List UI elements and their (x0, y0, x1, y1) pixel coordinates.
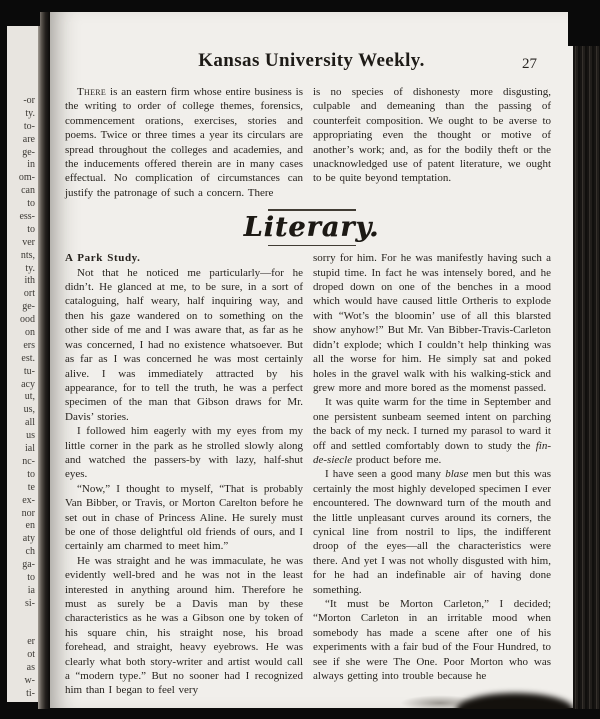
binding-gutter-shadow (38, 10, 50, 710)
text-run: He was straight and he was immaculate, he was evidently well-bred and he was not in the least interested in anything around him. Therefore he must as surely be a Davis man by these characteristics as he was a Gibson one by token of his square chin, his straight nose, his broad forehead, and straight, heavy eyebrows. He was clearly what both story-writer and artist would call a “modern type.” But no sooner had I recognized him than I began to feel very (65, 554, 303, 697)
neighbor-text-fragment: ch (25, 546, 35, 558)
text-run: sorry for him. For he was manifestly having such a stupid time. In fact he was intensely bored, and he droped down on one of the benches in a mood which would have caused little Ortheris to explode with “Wot’s the bloomin’ use of all this blarsted show anyhow!” But Mr. Van Bibber-Travis-Carleton didn’t explode; which I couldn’t help thinking was all the worse for him. He simply sat and poked holes in the gravel walk with his walking-stick and grew more and more bored as the momenst passed. (313, 252, 551, 394)
neighbor-text-fragment: ia (27, 584, 35, 596)
neighbor-text-fragment: ood (20, 314, 35, 326)
neighbor-text-fragment: nts, (20, 249, 35, 261)
neighbor-text-fragment: ty. (25, 262, 35, 274)
text-run: Not that he noticed me particularly—for he didn’t. He glanced at me, to be sure, in a sort of cataloguing, half weary, half inquiring way, and then his gaze wandered on to something on the other side of me and I was aware that, as far as he was concerned, I had no existence whatsoever. But as far as I was concerned he was most certainly alive. I was immediately attracted by his appearance, for to tell the truth, he was a perfect specimen of the man that Gibson draws for Mr. Davis’ stories. (65, 266, 303, 423)
neighbor-text-fragment: ge- (22, 301, 35, 313)
scan-edge-left (0, 0, 7, 719)
document-page (50, 12, 573, 708)
neighbor-text-fragment: ty. (25, 107, 35, 119)
text-run: blase (445, 468, 469, 481)
neighbor-text-fragment: ex- (22, 494, 35, 506)
page-number: 27 (522, 56, 537, 72)
neighbor-text-fragment: ver (22, 236, 35, 248)
intro-column-right (313, 85, 551, 200)
scan-edge-bottom (0, 709, 600, 719)
paragraph (313, 251, 551, 395)
neighbor-text-fragment: on (25, 327, 35, 339)
text-run: fin-de-siecle (313, 439, 551, 466)
neighbor-text-fragment: est. (21, 352, 35, 364)
intro-column-left (65, 85, 303, 200)
neighbor-text-fragment: nc- (22, 455, 35, 467)
neighbor-text-fragment: ith (24, 275, 35, 287)
neighbor-text-fragment: ti- (26, 687, 35, 699)
article-title: A Park Study. (65, 252, 141, 265)
neighbor-text-fragment: as (26, 662, 35, 674)
text-run: “It must be Morton Carleton,” I decided; “Morton Carleton in an irritable mood when somebody has made a scene after one of his experiments with a fair bud of the Four Hundred, to see if she were The One. Poor Morton who was always getting into trouble because he (313, 598, 551, 683)
neighbor-text-fragment: aty (22, 533, 35, 545)
neighbor-text-fragment: ess- (19, 211, 35, 223)
section-heading-text: Literary. (243, 211, 380, 243)
neighbor-text-fragment: om- (18, 172, 35, 184)
neighbor-text-fragment: to (27, 468, 35, 480)
adjacent-page-text (7, 24, 38, 701)
paragraph (65, 85, 303, 200)
neighbor-text-fragment: te (27, 481, 35, 493)
neighbor-text-fragment: in (27, 159, 35, 171)
masthead (50, 50, 573, 72)
paragraph (65, 482, 303, 554)
neighbor-text-fragment: -or (23, 95, 35, 106)
neighbor-text-fragment: ge- (22, 146, 35, 158)
text-run: product before me. (352, 453, 442, 466)
divider-rule-bottom (268, 245, 356, 247)
neighbor-text-fragment: si- (25, 597, 35, 609)
paragraph (65, 424, 303, 482)
neighbor-text-fragment: acy (21, 378, 35, 390)
neighbor-text-fragment: tu- (23, 365, 35, 377)
neighbor-text-fragment: er (27, 636, 35, 648)
text-run: I followed him eagerly with my eyes from my little corner in the park as he strolled slowly along and watched the passers-by with lazy, half-shut eyes. (65, 425, 303, 481)
article-text-right (313, 251, 551, 683)
text-run: “Now,” I thought to myself, “That is probably Van Bibber, or Travis, or Morton Carelton before he set out in chase of Princess Aline. He surely must be one of those delightful old friends of ours, and I certainly am charmed to meet him.” (65, 482, 303, 553)
text-run: It was quite warm for the time in September and one persistent sunbeam seemed intent on parching the back of my neck. I turned my parasol to ward it off and settled comfortably down to study the (313, 396, 551, 452)
neighbor-text-fragment: en (25, 520, 35, 532)
neighbor-text-fragment: all (25, 417, 35, 429)
text-run: There (77, 86, 107, 98)
neighbor-text-fragment (7, 624, 38, 637)
scan-edge-top (0, 0, 600, 12)
neighbor-text-fragment: ga- (22, 559, 35, 571)
neighbor-text-fragment: are (22, 133, 35, 145)
adjacent-page-strip (7, 24, 38, 702)
neighbor-text-fragment: w- (24, 675, 35, 687)
neighbor-text-fragment: us (26, 430, 35, 442)
paragraph (313, 467, 551, 597)
text-run: is an eastern firm whose entire business is the writing to order of college themes, forensics, commencement orations, exercises, stories and poems. Twice or three times a year its circulars are spread throughout the colleges and academies, and the inducements offered therein are in many cases effectual. No complication of circumstances can justify the patronage of such a concern. There (65, 86, 303, 199)
paragraph (313, 395, 551, 467)
paragraph (65, 266, 303, 424)
paragraph (65, 554, 303, 698)
neighbor-text-fragment: ot (27, 649, 35, 661)
neighbor-text-fragment: to (27, 223, 35, 235)
paragraph (313, 85, 551, 186)
article-column-right (313, 251, 551, 698)
text-run: I have seen a good many (325, 468, 446, 481)
page-title: Kansas University Weekly. (198, 50, 425, 71)
article-section (50, 251, 573, 698)
article-column-left (65, 251, 303, 698)
neighbor-text-fragment (7, 611, 38, 624)
neighbor-text-fragment: ort (23, 288, 35, 300)
neighbor-text-fragment: to- (23, 120, 35, 132)
neighbor-text-fragment: ut, (24, 391, 35, 403)
neighbor-text-fragment: us, (23, 404, 35, 416)
article-text-left (65, 266, 303, 698)
literary-section-heading (50, 209, 573, 246)
intro-section (50, 85, 573, 200)
neighbor-text-fragment: ial (25, 443, 35, 455)
neighbor-text-fragment: can (21, 185, 35, 197)
neighbor-text-fragment: to (27, 198, 35, 210)
book-fore-edge (573, 0, 600, 719)
neighbor-text-fragment: to (27, 571, 35, 583)
neighbor-text-fragment: ers (23, 339, 35, 351)
text-run: men but this was certainly the most highly developed specimen I ever encountered. The downward turn of the mouth and the little unpleasant curves around its corners, the cynical line from nostril to lips, the indifferent droop of the eyes—all the characteristics were there. And yet I was not wholly disgusted with him, for he had an indefinable air of having done something. (313, 468, 552, 596)
paragraph (313, 597, 551, 683)
neighbor-text-fragment: nor (21, 507, 35, 519)
text-run: is no species of dishonesty more disgusting, culpable and demeaning than the passing of counterfeit composition. We ought to be averse to appropriating even the thought or motive of another’s work; and, as for the bodily theft or the unacknowledged use of patent literature, we ought to be quite beyond temptation. (313, 86, 551, 185)
